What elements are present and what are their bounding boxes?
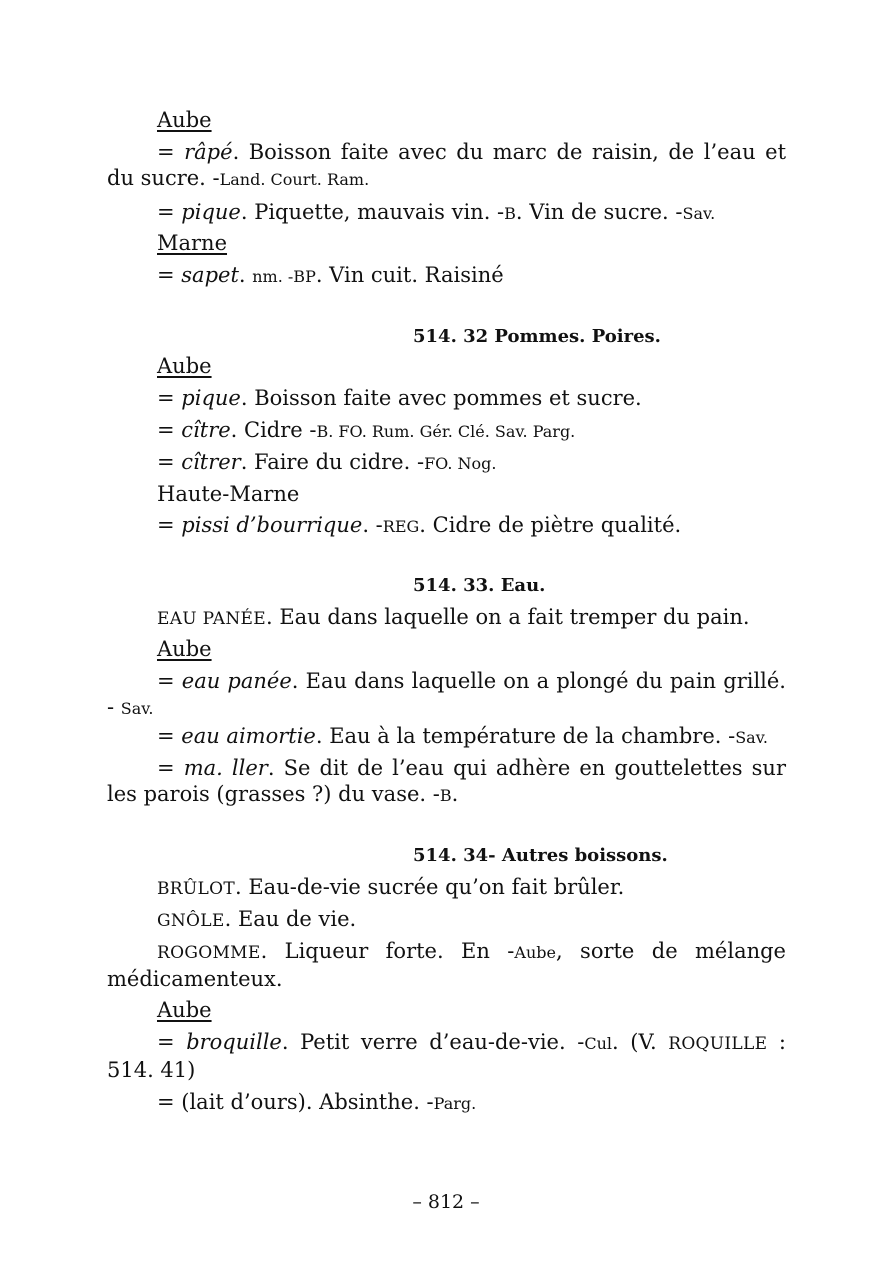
region-heading-marne: Marne — [157, 231, 228, 255]
entry-eau-aimortie: = eau aimortie. Eau à la température de la chambre. -Sav. — [157, 724, 768, 748]
page-number: – 812 – — [412, 1191, 480, 1213]
term: cître — [181, 418, 231, 442]
region-heading-aube: Aube — [157, 108, 212, 132]
entry-citrer: = cîtrer. Faire du cidre. -FO. Nog. — [157, 450, 497, 474]
region-heading-aube: Aube — [157, 354, 212, 378]
region-heading-aube: Aube — [157, 998, 212, 1022]
source-abbrev: Land. Court. Ram. — [219, 170, 370, 189]
section-heading-514-34: 514. 34- Autres boissons. — [413, 845, 668, 866]
entry-maller: = ma. ller. Se dit de l’eau qui adhère en gouttelettes sur les parois (grasses ?) du vase. -B. — [107, 756, 786, 806]
entry-eau-panee-def: EAU PANÉE. Eau dans laquelle on a fait tremper du pain. — [157, 605, 750, 629]
term: râpé — [184, 140, 233, 164]
region-heading-aube: Aube — [157, 637, 212, 661]
entry-brulot: BRÛLOT. Eau-de-vie sucrée qu’on fait brûler. — [157, 875, 625, 899]
entry-rogomme: ROGOMME. Liqueur forte. En -Aube, sorte de mélange médicamenteux. — [107, 939, 786, 991]
region-heading-haute-marne: Haute-Marne — [157, 482, 300, 506]
term: cîtrer — [181, 450, 241, 474]
term: ma. ller — [183, 756, 268, 780]
entry-pissi-dbourrique: = pissi d’bourrique. -REG. Cidre de piètre qualité. — [157, 513, 682, 537]
entry-sapet: = sapet. nm. -BP. Vin cuit. Raisiné — [157, 263, 504, 287]
section-heading-514-32: 514. 32 Pommes. Poires. — [413, 326, 661, 347]
entry-eau-panee: = eau panée. Eau dans laquelle on a plongé du pain grillé. - Sav. — [107, 669, 786, 719]
entry-pique-pommes: = pique. Boisson faite avec pommes et sucre. — [157, 386, 642, 410]
entry-pique-vin: = pique. Piquette, mauvais vin. -B. Vin de sucre. -Sav. — [157, 200, 716, 224]
term: broquille — [186, 1030, 282, 1054]
term: pique — [181, 386, 241, 410]
term: eau aimortie — [181, 724, 316, 748]
entry-lait-dours: = (lait d’ours). Absinthe. -Parg. — [157, 1090, 477, 1114]
term: pique — [181, 200, 241, 224]
entry-rape: = râpé. Boisson faite avec du marc de raisin, de l’eau et du sucre. -Land. Court. Ram. — [107, 140, 787, 190]
term: eau panée — [181, 669, 292, 693]
section-heading-514-33: 514. 33. Eau. — [413, 575, 546, 596]
term: pissi d’bourrique — [181, 513, 363, 537]
term: sapet — [181, 263, 239, 287]
entry-broquille: = broquille. Petit verre d’eau-de-vie. -Cul. (V. ROQUILLE : 514. 41) — [107, 1030, 786, 1082]
entry-gnole: GNÔLE. Eau de vie. — [157, 907, 357, 931]
entry-citre: = cître. Cidre -B. FO. Rum. Gér. Clé. Sav. Parg. — [157, 418, 576, 442]
